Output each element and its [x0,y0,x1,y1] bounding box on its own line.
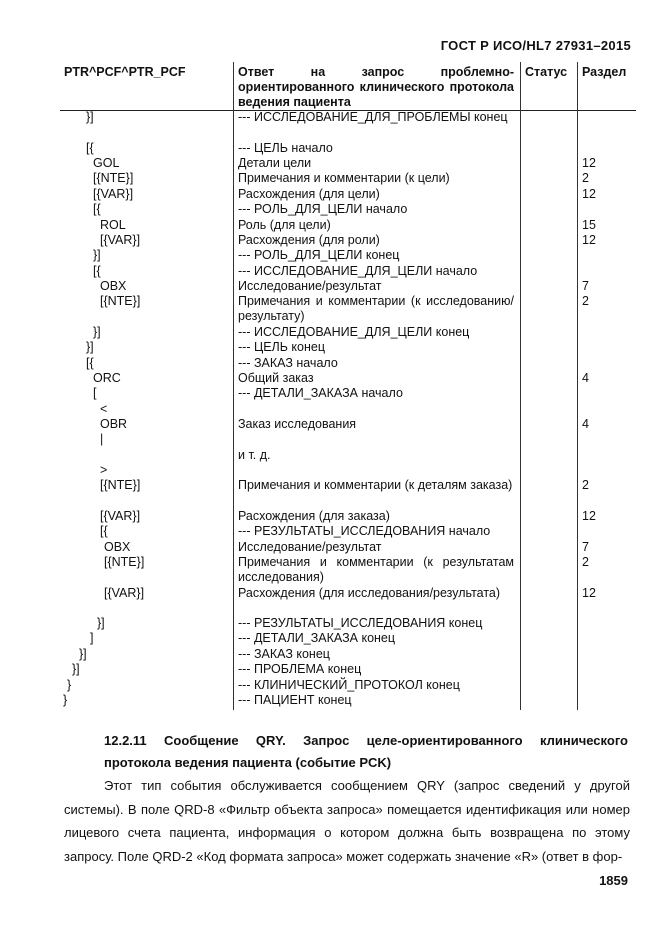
description-cell: --- ДЕТАЛИ_ЗАКАЗА конец [238,631,396,645]
section-cell: 4 [582,371,589,385]
segment-cell: GOL [93,156,120,170]
description-cell: --- ИССЛЕДОВАНИЕ_ДЛЯ_ЦЕЛИ конец [238,325,470,339]
section-cell: 7 [582,540,589,554]
body-paragraph [64,774,630,868]
section-cell: 12 [582,586,596,600]
section-title: 12.2.11 Сообщение QRY. Запрос целе-ориентированного клинического протокола ведения пациента (событие PCK) [104,733,628,770]
segment-cell: [{VAR}] [104,586,145,600]
description-cell: Примечания и комментарии (к деталям заказа) [238,478,513,492]
description-cell: Заказ исследования [238,417,357,431]
segment-cell: | [100,432,104,446]
segment-cell: [{VAR}] [100,509,141,523]
segment-cell: }] [93,325,101,339]
description-cell: --- ЗАКАЗ конец [238,647,330,661]
segment-cell: [{NTE}] [93,171,134,185]
segment-cell: > [100,463,108,477]
page-number: 1859 [599,873,628,888]
section-cell: 2 [582,171,589,185]
col-header-status: Статус [525,65,568,79]
segment-cell: [{ [93,202,101,216]
section-cell: 2 [582,478,589,492]
section-cell: 12 [582,156,596,170]
description-cell: Расхождения (для заказа) [238,509,390,523]
segment-cell: [{NTE}] [100,478,141,492]
description-cell: --- ИССЛЕДОВАНИЕ_ДЛЯ_ЦЕЛИ начало [238,264,478,278]
description-cell: --- ДЕТАЛИ_ЗАКАЗА начало [238,386,403,400]
section-cell: 12 [582,187,596,201]
description-cell: --- ИССЛЕДОВАНИЕ_ДЛЯ_ПРОБЛЕМЫ конец [238,110,508,124]
section-cell: 12 [582,509,596,523]
segment-cell: }] [86,340,94,354]
segment-cell: } [63,693,68,707]
description-cell: Примечания и комментарии (к исследованию/результату) [238,294,514,323]
segment-cell: < [100,402,108,416]
description-cell: Исследование/результат [238,540,382,554]
segment-cell: }] [93,248,101,262]
section-cell: 15 [582,218,596,232]
section-cell: 7 [582,279,589,293]
description-cell: Детали цели [238,156,312,170]
segment-cell: [{VAR}] [93,187,134,201]
segment-cell: } [67,678,72,692]
description-cell: Расхождения (для роли) [238,233,380,247]
section-cell: 4 [582,417,589,431]
segment-cell: ROL [100,218,126,232]
description-cell: Примечания и комментарии (к цели) [238,171,450,185]
segment-cell: OBX [100,279,127,293]
description-cell: и т. д. [238,448,271,462]
section-cell: 2 [582,294,589,308]
segment-cell: [{ [86,356,94,370]
description-cell: Расхождения (для исследования/результата) [238,586,501,600]
description-cell: Исследование/результат [238,279,382,293]
segment-cell: }] [86,110,94,124]
segment-cell: OBR [100,417,128,431]
description-cell: Расхождения (для цели) [238,187,380,201]
segment-cell: [{VAR}] [100,233,141,247]
description-cell: --- ПРОБЛЕМА конец [238,662,362,676]
description-cell: --- ЦЕЛЬ начало [238,141,333,155]
segment-cell: [{NTE}] [104,555,145,569]
col-header-segment: PTR^PCF^PTR_PCF [64,65,186,79]
section-cell: 12 [582,233,596,247]
description-cell: --- РОЛЬ_ДЛЯ_ЦЕЛИ конец [238,248,400,262]
segment-cell: [{ [93,264,101,278]
segment-cell: [{ [86,141,94,155]
segment-cell: [{ [100,524,108,538]
segment-cell: ORC [93,371,121,385]
description-cell: --- РОЛЬ_ДЛЯ_ЦЕЛИ начало [238,202,408,216]
standard-header: ГОСТ Р ИСО/HL7 27931–2015 [440,38,631,53]
segment-cell: }] [72,662,80,676]
segment-cell: [{NTE}] [100,294,141,308]
segment-cell: }] [97,616,105,630]
description-cell: --- ЗАКАЗ начало [238,356,338,370]
description-cell: Примечания и комментарии (к результатам исследования) [238,555,514,584]
section-cell: 2 [582,555,589,569]
description-cell: --- КЛИНИЧЕСКИЙ_ПРОТОКОЛ конец [238,678,460,692]
description-cell: --- ПАЦИЕНТ конец [238,693,352,707]
segment-cell: OBX [104,540,131,554]
segment-cell: }] [79,647,87,661]
description-cell: Роль (для цели) [238,218,331,232]
segment-cell: ] [90,631,94,645]
description-cell: --- РЕЗУЛЬТАТЫ_ИССЛЕДОВАНИЯ конец [238,616,483,630]
segment-cell: [ [93,386,97,400]
description-cell: --- ЦЕЛЬ конец [238,340,325,354]
description-cell: Общий заказ [238,371,314,385]
col-header-description: Ответ на запрос проблемно-ориентированного клинического протокола ведения пациента [238,65,514,109]
paragraph-text: Этот тип события обслуживается сообщением QRY (запрос сведений у другой системы). В поле QRD-8 «Фильтр объекта запроса» помещается идентификация или номер лицевого счета пациента, информация о котором должна быть возвращена по этому запросу. Поле QRD-2 «Код формата запроса» может содержать значение «R» (ответ в фор- [64,778,630,864]
col-header-section: Раздел [582,65,627,79]
description-cell: --- РЕЗУЛЬТАТЫ_ИССЛЕДОВАНИЯ начало [238,524,491,538]
